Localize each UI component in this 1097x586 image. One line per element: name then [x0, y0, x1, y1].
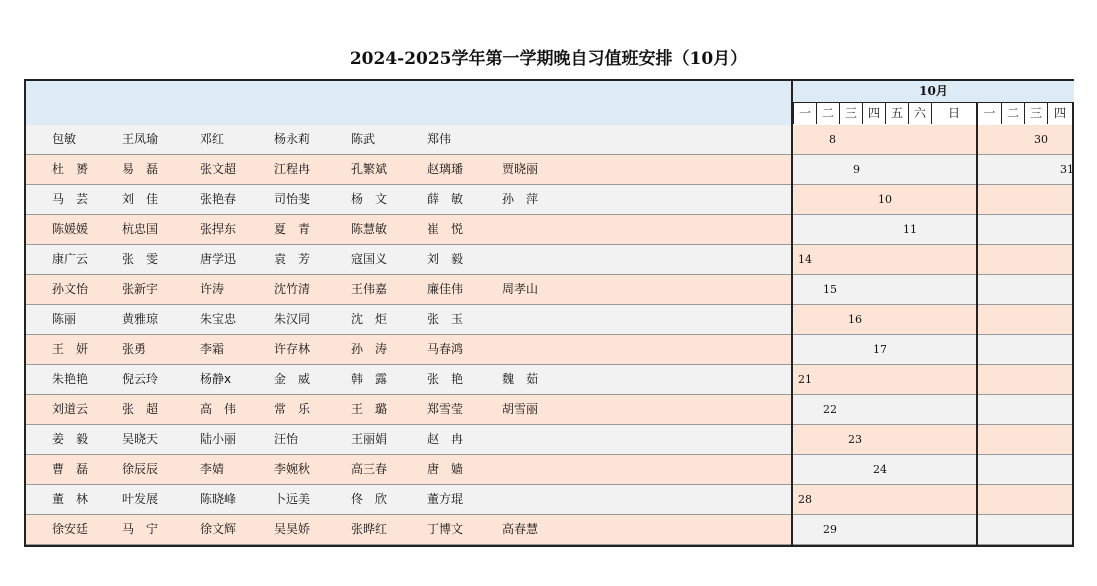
teacher-name: 高 伟 — [200, 402, 237, 416]
teacher-name: 张 雯 — [122, 252, 159, 266]
teacher-name: 崔 悦 — [427, 222, 464, 236]
weekday-header: 四 — [1047, 103, 1072, 124]
teacher-name: 杨静x — [200, 372, 232, 386]
duty-date: 17 — [873, 343, 887, 356]
date-cell-week1 — [793, 515, 976, 544]
duty-date: 8 — [829, 133, 836, 146]
teacher-name: 陆小丽 — [200, 432, 237, 446]
teacher-name: 张 玉 — [427, 312, 464, 326]
weekday-header: 二 — [816, 103, 839, 124]
teacher-name: 徐文辉 — [200, 522, 237, 536]
teacher-name: 李婧 — [200, 462, 225, 476]
date-cell-week1 — [793, 335, 976, 364]
duty-date: 24 — [873, 463, 887, 476]
teacher-name: 吴晓天 — [122, 432, 159, 446]
names-cell — [26, 515, 791, 544]
teacher-name: 袁 芳 — [274, 252, 311, 266]
date-cell-week2 — [978, 125, 1072, 154]
names-cell — [26, 155, 791, 184]
date-cell-week2 — [978, 245, 1072, 274]
teacher-name: 郑伟 — [427, 132, 452, 146]
teacher-name: 司怡斐 — [274, 192, 311, 206]
date-cell-week2 — [978, 515, 1072, 544]
names-cell — [26, 425, 791, 454]
duty-date: 14 — [798, 253, 812, 266]
teacher-name: 叶发展 — [122, 492, 159, 506]
teacher-name: 李婉秋 — [274, 462, 311, 476]
teacher-name: 张捍东 — [200, 222, 237, 236]
date-cell-week1 — [793, 185, 976, 214]
duty-date: 22 — [823, 403, 837, 416]
teacher-name: 杜 赟 — [52, 162, 89, 176]
teacher-name: 胡雪丽 — [502, 402, 539, 416]
weekday-header: 五 — [885, 103, 908, 124]
names-cell — [26, 275, 791, 304]
teacher-name: 刘 毅 — [427, 252, 464, 266]
teacher-name: 常 乐 — [274, 402, 311, 416]
teacher-name: 陈媛媛 — [52, 222, 89, 236]
weekday-header: 三 — [839, 103, 862, 124]
teacher-name: 董方琨 — [427, 492, 464, 506]
date-cell-week1 — [793, 305, 976, 334]
teacher-name: 高三春 — [351, 462, 388, 476]
names-cell — [26, 335, 791, 364]
teacher-name: 许存林 — [274, 342, 311, 356]
teacher-name: 朱艳艳 — [52, 372, 89, 386]
teacher-name: 赵 冉 — [427, 432, 464, 446]
teacher-name: 刘 佳 — [122, 192, 159, 206]
date-cell-week1 — [793, 245, 976, 274]
weekday-header: 日 — [931, 103, 976, 124]
teacher-name: 赵璃璠 — [427, 162, 464, 176]
table-row — [26, 485, 1072, 515]
date-cell-week1 — [793, 455, 976, 484]
teacher-name: 徐辰辰 — [122, 462, 159, 476]
date-cell-week1 — [793, 485, 976, 514]
teacher-name: 孙 萍 — [502, 192, 539, 206]
names-cell — [26, 305, 791, 334]
names-cell — [26, 365, 791, 394]
table-header — [26, 81, 1072, 127]
duty-date: 15 — [823, 283, 837, 296]
table-row — [26, 515, 1072, 545]
date-cell-week2 — [978, 155, 1072, 184]
month-label: 10月 — [793, 81, 1074, 103]
date-cell-week2 — [978, 365, 1072, 394]
names-cell — [26, 245, 791, 274]
teacher-name: 佟 欣 — [351, 492, 388, 506]
teacher-name: 金 威 — [274, 372, 311, 386]
duty-date: 30 — [1034, 133, 1048, 146]
duty-date: 21 — [798, 373, 812, 386]
teacher-name: 黄雅琼 — [122, 312, 159, 326]
names-cell — [26, 185, 791, 214]
date-cell-week1 — [793, 155, 976, 184]
teacher-name: 李霜 — [200, 342, 225, 356]
date-cell-week2 — [978, 305, 1072, 334]
teacher-name: 马 芸 — [52, 192, 89, 206]
teacher-name: 贾晓丽 — [502, 162, 539, 176]
table-row — [26, 305, 1072, 335]
date-cell-week1 — [793, 395, 976, 424]
teacher-name: 张 超 — [122, 402, 159, 416]
weekday-header: 三 — [1024, 103, 1047, 124]
teacher-name: 曹 磊 — [52, 462, 89, 476]
teacher-name: 王凤瑜 — [122, 132, 159, 146]
teacher-name: 韩 露 — [351, 372, 388, 386]
teacher-name: 张 艳 — [427, 372, 464, 386]
teacher-name: 王 妍 — [52, 342, 89, 356]
teacher-name: 张勇 — [122, 342, 147, 356]
teacher-name: 王丽娟 — [351, 432, 388, 446]
teacher-name: 张新宇 — [122, 282, 159, 296]
duty-date: 11 — [903, 223, 917, 236]
date-cell-week1 — [793, 425, 976, 454]
table-row — [26, 245, 1072, 275]
teacher-name: 陈晓峰 — [200, 492, 237, 506]
teacher-name: 孙文怡 — [52, 282, 89, 296]
teacher-name: 陈丽 — [52, 312, 77, 326]
table-row — [26, 335, 1072, 365]
date-cell-week1 — [793, 275, 976, 304]
names-cell — [26, 395, 791, 424]
teacher-name: 王 璐 — [351, 402, 388, 416]
names-cell — [26, 125, 791, 154]
teacher-name: 杨永莉 — [274, 132, 311, 146]
date-cell-week2 — [978, 455, 1072, 484]
duty-date: 28 — [798, 493, 812, 506]
table-row — [26, 365, 1072, 395]
table-row — [26, 425, 1072, 455]
weekday-header: 一 — [978, 103, 1001, 124]
names-cell — [26, 215, 791, 244]
table-row — [26, 395, 1072, 425]
date-cell-week2 — [978, 485, 1072, 514]
teacher-name: 姜 毅 — [52, 432, 89, 446]
teacher-name: 朱汉同 — [274, 312, 311, 326]
teacher-name: 马春鸿 — [427, 342, 464, 356]
weekday-header: 六 — [908, 103, 931, 124]
teacher-name: 许涛 — [200, 282, 225, 296]
table-row — [26, 185, 1072, 215]
date-cell-week2 — [978, 215, 1072, 244]
names-cell — [26, 455, 791, 484]
date-cell-week2 — [978, 335, 1072, 364]
teacher-name: 王伟嘉 — [351, 282, 388, 296]
date-cell-week2 — [978, 425, 1072, 454]
duty-date: 31 — [1060, 163, 1074, 176]
names-cell — [26, 485, 791, 514]
teacher-name: 杭忠国 — [122, 222, 159, 236]
teacher-name: 朱宝忠 — [200, 312, 237, 326]
names-header-cell — [26, 81, 791, 125]
teacher-name: 汪怡 — [274, 432, 299, 446]
date-cell-week1 — [793, 125, 976, 154]
duty-date: 29 — [823, 523, 837, 536]
teacher-name: 孔繁斌 — [351, 162, 388, 176]
duty-date: 23 — [848, 433, 862, 446]
teacher-name: 陈武 — [351, 132, 376, 146]
date-cell-week1 — [793, 215, 976, 244]
teacher-name: 周孝山 — [502, 282, 539, 296]
teacher-name: 丁博文 — [427, 522, 464, 536]
teacher-name: 陈慧敏 — [351, 222, 388, 236]
teacher-name: 康广云 — [52, 252, 89, 266]
teacher-name: 邓红 — [200, 132, 225, 146]
date-cell-week1 — [793, 365, 976, 394]
weekday-header: 四 — [862, 103, 885, 124]
teacher-name: 包敏 — [52, 132, 77, 146]
teacher-name: 沈 炬 — [351, 312, 388, 326]
teacher-name: 寇国义 — [351, 252, 388, 266]
teacher-name: 薛 敏 — [427, 192, 464, 206]
teacher-name: 张晔红 — [351, 522, 388, 536]
date-cell-week2 — [978, 185, 1072, 214]
duty-schedule-table — [24, 79, 1074, 547]
duty-date: 9 — [853, 163, 860, 176]
teacher-name: 张文超 — [200, 162, 237, 176]
teacher-name: 倪云玲 — [122, 372, 159, 386]
teacher-name: 马 宁 — [122, 522, 159, 536]
teacher-name: 夏 青 — [274, 222, 311, 236]
date-cell-week2 — [978, 395, 1072, 424]
teacher-name: 刘道云 — [52, 402, 89, 416]
teacher-name: 孙 涛 — [351, 342, 388, 356]
weekday-header: 二 — [1001, 103, 1024, 124]
table-row — [26, 215, 1072, 245]
teacher-name: 张艳春 — [200, 192, 237, 206]
teacher-name: 唐学迅 — [200, 252, 237, 266]
date-cell-week2 — [978, 275, 1072, 304]
teacher-name: 吴昊娇 — [274, 522, 311, 536]
duty-date: 10 — [878, 193, 892, 206]
duty-date: 16 — [848, 313, 862, 326]
teacher-name: 廉佳伟 — [427, 282, 464, 296]
page-title: 2024-2025学年第一学期晚自习值班安排（10月） — [349, 49, 748, 69]
teacher-name: 徐安廷 — [52, 522, 89, 536]
teacher-name: 魏 茹 — [502, 372, 539, 386]
teacher-name: 易 磊 — [122, 162, 159, 176]
table-row — [26, 455, 1072, 485]
weekday-header: 一 — [793, 103, 816, 124]
teacher-name: 唐 嫱 — [427, 462, 464, 476]
teacher-name: 沈竹清 — [274, 282, 311, 296]
teacher-name: 董 林 — [52, 492, 89, 506]
teacher-name: 高春慧 — [502, 522, 539, 536]
table-row — [26, 275, 1072, 305]
table-row — [26, 125, 1072, 155]
teacher-name: 郑雪莹 — [427, 402, 464, 416]
teacher-name: 卜远美 — [274, 492, 311, 506]
table-row — [26, 155, 1072, 185]
teacher-name: 杨 文 — [351, 192, 388, 206]
teacher-name: 江程冉 — [274, 162, 311, 176]
